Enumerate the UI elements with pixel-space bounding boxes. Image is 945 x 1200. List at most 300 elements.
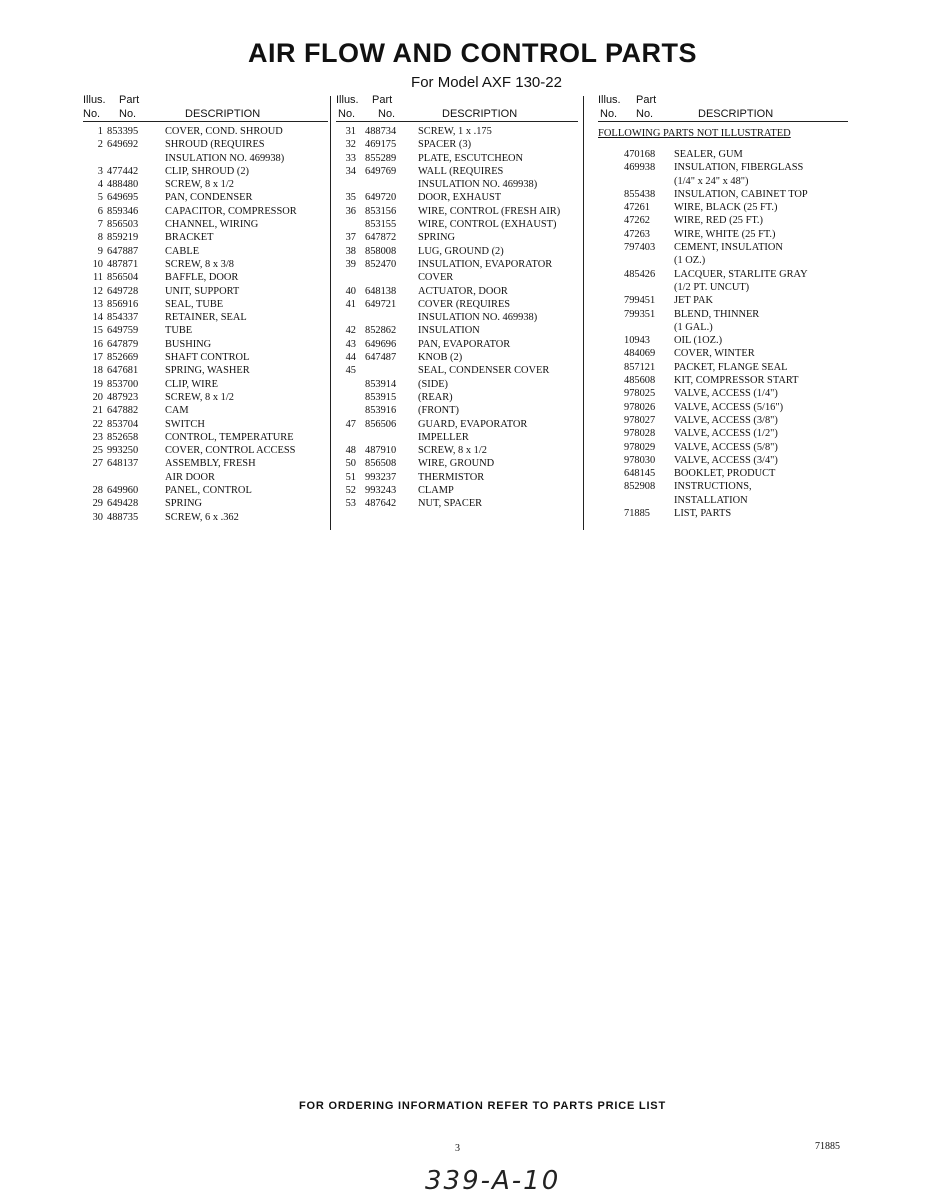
parts-row (336, 497, 578, 510)
illus-number: 41 (345, 298, 356, 310)
illus-number: 4 (97, 179, 103, 191)
parts-row (598, 467, 848, 480)
part-description: PAN, CONDENSER (165, 192, 253, 204)
column-header-bottom (83, 107, 328, 122)
illus-number: 53 (345, 498, 356, 510)
part-number: 649721 (365, 298, 397, 310)
parts-row (336, 324, 578, 337)
part-number: 856503 (107, 219, 139, 231)
part-number: 993237 (365, 471, 397, 483)
parts-row (598, 321, 848, 334)
part-description: (1 GAL.) (674, 321, 713, 333)
part-number: 853155 (365, 219, 397, 231)
column-header-bottom (598, 107, 848, 122)
part-number: 649759 (107, 325, 139, 337)
part-description: SCREW, 1 x .175 (418, 126, 492, 137)
column-header-top (598, 94, 848, 107)
part-number: 469175 (365, 139, 397, 151)
illus-number: 33 (345, 152, 356, 164)
parts-row (598, 334, 848, 347)
parts-row (598, 414, 848, 427)
part-description: LACQUER, STARLITE GRAY (674, 268, 808, 280)
parts-row (598, 214, 848, 227)
illus-number: 32 (345, 139, 356, 151)
part-number: 649692 (107, 139, 139, 151)
parts-row (598, 201, 848, 214)
parts-row (83, 138, 328, 151)
parts-row (336, 245, 578, 258)
parts-row (598, 494, 848, 507)
parts-row (83, 324, 328, 337)
part-number: 853915 (365, 391, 397, 403)
parts-row (336, 191, 578, 204)
part-description: INSULATION NO. 469938) (165, 152, 285, 164)
part-description: ASSEMBLY, FRESH (165, 458, 256, 470)
parts-row (83, 271, 328, 284)
part-description: WIRE, CONTROL (EXHAUST) (418, 219, 557, 231)
parts-row (598, 241, 848, 254)
illus-number: 25 (92, 445, 103, 457)
illus-number: 6 (97, 205, 103, 217)
parts-row (83, 391, 328, 404)
part-description: CAPACITOR, COMPRESSOR (165, 205, 297, 217)
parts-row (83, 471, 328, 484)
parts-row (598, 281, 848, 294)
illus-number: 22 (92, 418, 103, 430)
part-number: 647882 (107, 405, 139, 417)
part-description: WIRE, WHITE (25 FT.) (674, 228, 776, 240)
illus-number: 18 (92, 365, 103, 377)
parts-row (598, 161, 848, 174)
part-number: 485608 (624, 375, 656, 387)
part-number: 852908 (624, 481, 656, 493)
parts-row (83, 298, 328, 311)
illus-number: 21 (92, 405, 103, 417)
illus-number: 44 (345, 352, 356, 364)
part-description: VALVE, ACCESS (5/8") (674, 441, 778, 453)
illus-number: 31 (345, 126, 356, 137)
parts-row (598, 427, 848, 440)
part-description: INSTRUCTIONS, (674, 481, 752, 493)
parts-row (598, 387, 848, 400)
part-number: 647879 (107, 338, 139, 350)
part-description: SHAFT CONTROL (165, 352, 250, 364)
parts-row (336, 364, 578, 377)
part-number: 487910 (365, 445, 397, 457)
part-number: 47263 (624, 228, 650, 240)
parts-row (336, 205, 578, 218)
part-description: CEMENT, INSULATION (674, 242, 783, 254)
part-number: 978027 (624, 414, 656, 426)
parts-row (83, 418, 328, 431)
part-description: JET PAK (674, 295, 713, 307)
part-number: 485426 (624, 268, 656, 280)
part-description: VALVE, ACCESS (1/4") (674, 388, 778, 400)
part-header: Part (119, 94, 140, 106)
column-divider (330, 96, 331, 530)
parts-column-1 (83, 94, 328, 524)
illus-number: 30 (92, 511, 103, 523)
parts-row (83, 218, 328, 231)
part-description: UNIT, SUPPORT (165, 285, 240, 297)
page-title: AIR FLOW AND CONTROL PARTS (248, 38, 697, 68)
part-number: 487642 (365, 498, 397, 510)
parts-row (598, 188, 848, 201)
illus-number: 23 (92, 431, 103, 443)
part-number: 852669 (107, 352, 139, 364)
part-description: SWITCH (165, 418, 205, 430)
illus-number: 51 (345, 471, 356, 483)
part-number: 488734 (365, 126, 397, 137)
part-description: COVER (REQUIRES (418, 298, 511, 310)
part-description: CLAMP (418, 485, 454, 497)
illus-number: 42 (345, 325, 356, 337)
illus-number: 38 (345, 245, 356, 257)
illus-number: 35 (345, 192, 356, 204)
parts-row (83, 338, 328, 351)
part-description: OIL (1OZ.) (674, 335, 723, 347)
illus-number: 52 (345, 485, 356, 497)
illus-number: 1 (97, 126, 103, 137)
part-description: ACTUATOR, DOOR (418, 285, 508, 297)
part-number: 647872 (365, 232, 397, 244)
parts-row (336, 471, 578, 484)
illus-number: 29 (92, 498, 103, 510)
part-number: 797403 (624, 242, 656, 254)
description-header: DESCRIPTION (185, 108, 261, 120)
illus-number: 14 (92, 312, 103, 324)
illus-number: 28 (92, 485, 103, 497)
part-number: 647681 (107, 365, 139, 377)
part-description: DOOR, EXHAUST (418, 192, 502, 204)
part-description: (REAR) (418, 391, 453, 403)
part-number: 488735 (107, 511, 139, 523)
part-number: 649960 (107, 485, 139, 497)
illus-number: 45 (345, 365, 356, 377)
part-description: SCREW, 8 x 1/2 (165, 179, 234, 191)
part-description: CLIP, SHROUD (2) (165, 165, 249, 177)
illus-number: 9 (97, 245, 103, 257)
parts-row (336, 218, 578, 231)
parts-row (83, 351, 328, 364)
part-number: 647487 (365, 352, 397, 364)
parts-row (336, 231, 578, 244)
part-description: CONTROL, TEMPERATURE (165, 431, 294, 443)
illus-number: 34 (345, 165, 356, 177)
parts-column-3 (598, 94, 848, 520)
illus-number: 15 (92, 325, 103, 337)
parts-row (598, 374, 848, 387)
part-description: VALVE, ACCESS (3/4") (674, 454, 778, 466)
description-header: DESCRIPTION (698, 108, 774, 120)
part-description: LUG, GROUND (2) (418, 245, 504, 257)
document-number: 71885 (815, 1141, 840, 1152)
part-number: 488480 (107, 179, 139, 191)
part-number: 799451 (624, 295, 656, 307)
part-number: 649696 (365, 338, 397, 350)
part-description: SEALER, GUM (674, 149, 743, 160)
part-description: (FRONT) (418, 405, 459, 417)
part-number: 859346 (107, 205, 139, 217)
illus-number: 11 (92, 272, 103, 284)
illus-number: 36 (345, 205, 356, 217)
part-number: 978026 (624, 401, 656, 413)
part-number: 857121 (624, 361, 656, 373)
parts-row (598, 308, 848, 321)
part-number: 484069 (624, 348, 656, 360)
parts-row (83, 378, 328, 391)
illus-number: 8 (97, 232, 103, 244)
part-number: 799351 (624, 308, 656, 320)
parts-row (336, 258, 578, 271)
parts-row (598, 268, 848, 281)
part-description: VALVE, ACCESS (3/8") (674, 414, 778, 426)
part-number: 10943 (624, 335, 650, 347)
part-number: 477442 (107, 165, 139, 177)
no-header: No. (600, 108, 618, 120)
parts-row (83, 165, 328, 178)
illus-number: 39 (345, 258, 356, 270)
parts-list (598, 148, 848, 520)
part-number: 853914 (365, 378, 397, 390)
part-number: 647887 (107, 245, 139, 257)
parts-row (598, 361, 848, 374)
parts-list (336, 125, 578, 511)
parts-row (83, 231, 328, 244)
parts-row (83, 152, 328, 165)
part-description: (1 OZ.) (674, 255, 706, 267)
part-number: 855289 (365, 152, 397, 164)
no-header: No. (83, 108, 101, 120)
part-description: COVER (418, 272, 454, 284)
part-number: 470168 (624, 149, 656, 160)
part-number: 648137 (107, 458, 139, 470)
part-description: INSULATION NO. 469938) (418, 179, 538, 191)
part-number: 47261 (624, 202, 650, 214)
part-description: IMPELLER (418, 431, 469, 443)
column-header-top (83, 94, 328, 107)
part-description: PLATE, ESCUTCHEON (418, 152, 524, 164)
part-description: AIR DOOR (165, 471, 215, 483)
part-description: SPACER (3) (418, 139, 472, 151)
part-description: VALVE, ACCESS (1/2") (674, 428, 778, 440)
parts-row (336, 311, 578, 324)
part-number: 858008 (365, 245, 397, 257)
part-description: LIST, PARTS (674, 508, 732, 520)
illus-number: 48 (345, 445, 356, 457)
part-number: 993250 (107, 445, 139, 457)
part-number: 853916 (365, 405, 397, 417)
part-description: SCREW, 8 x 3/8 (165, 258, 234, 270)
parts-row (598, 254, 848, 267)
part-number: 852470 (365, 258, 397, 270)
part-header: Part (372, 94, 393, 106)
part-number: 854337 (107, 312, 139, 324)
parts-row (598, 294, 848, 307)
part-description: BOOKLET, PRODUCT (674, 468, 776, 480)
part-description: NUT, SPACER (418, 498, 483, 510)
part-number: 47262 (624, 215, 650, 227)
part-description: BLEND, THINNER (674, 308, 760, 320)
parts-row (336, 152, 578, 165)
part-number: 469938 (624, 162, 656, 174)
parts-row (336, 178, 578, 191)
illus-number: 12 (92, 285, 103, 297)
parts-row (83, 178, 328, 191)
parts-row (336, 444, 578, 457)
parts-row (83, 484, 328, 497)
parts-row (83, 191, 328, 204)
parts-row (83, 511, 328, 524)
part-number: 993243 (365, 485, 397, 497)
part-number: 856508 (365, 458, 397, 470)
part-number: 649769 (365, 165, 397, 177)
part-number: 856504 (107, 272, 139, 284)
part-description: CABLE (165, 245, 200, 257)
parts-row (598, 480, 848, 493)
parts-row (598, 401, 848, 414)
illus-number: 37 (345, 232, 356, 244)
parts-list (83, 125, 328, 524)
part-description: SHROUD (REQUIRES (165, 139, 265, 151)
part-description: INSTALLATION (674, 494, 748, 506)
parts-row (336, 391, 578, 404)
illus-header: Illus. (598, 94, 621, 106)
illus-number: 20 (92, 391, 103, 403)
part-number: 852862 (365, 325, 397, 337)
illus-header: Illus. (83, 94, 106, 106)
parts-row (336, 298, 578, 311)
part-number: 853156 (365, 205, 397, 217)
part-number: 859219 (107, 232, 139, 244)
part-description: COVER, CONTROL ACCESS (165, 445, 296, 457)
illus-number: 17 (92, 352, 103, 364)
illus-number: 47 (345, 418, 356, 430)
part-number: 856506 (365, 418, 397, 430)
part-number: 649695 (107, 192, 139, 204)
part-description: BUSHING (165, 338, 212, 350)
part-description: SCREW, 8 x 1/2 (418, 445, 487, 457)
part-number: 856916 (107, 298, 139, 310)
parts-row (336, 418, 578, 431)
illus-number: 3 (97, 165, 103, 177)
parts-row (83, 285, 328, 298)
parts-row (336, 351, 578, 364)
part-number: 71885 (624, 508, 650, 520)
part-number: 648145 (624, 468, 656, 480)
parts-row (336, 378, 578, 391)
part-number: 978028 (624, 428, 656, 440)
part-description: TUBE (165, 325, 193, 337)
parts-row (598, 507, 848, 520)
illus-number: 10 (92, 258, 103, 270)
illus-number: 2 (97, 139, 103, 151)
part-number: 649728 (107, 285, 139, 297)
part-description: COVER, COND. SHROUD (165, 126, 283, 137)
part-description: CAM (165, 405, 189, 417)
part-number: 855438 (624, 188, 656, 200)
part-number: 487871 (107, 258, 139, 270)
part-description: VALVE, ACCESS (5/16") (674, 401, 784, 413)
part-description: COVER, WINTER (674, 348, 755, 360)
part-description: INSULATION, EVAPORATOR (418, 258, 553, 270)
part-description: SPRING, WASHER (165, 365, 250, 377)
parts-row (336, 338, 578, 351)
parts-row (598, 175, 848, 188)
part-description: SPRING (418, 232, 455, 244)
model-subtitle: For Model AXF 130-22 (411, 74, 562, 91)
part-number: 978030 (624, 454, 656, 466)
part-description: SCREW, 8 x 1/2 (165, 391, 234, 403)
part-description: KNOB (2) (418, 352, 463, 364)
parts-row (83, 497, 328, 510)
parts-row (83, 431, 328, 444)
parts-row (336, 285, 578, 298)
part-description: SEAL, TUBE (165, 298, 224, 310)
part-description: WIRE, GROUND (418, 458, 495, 470)
illus-number: 50 (345, 458, 356, 470)
illus-number: 16 (92, 338, 103, 350)
part-description: WIRE, CONTROL (FRESH AIR) (418, 205, 561, 217)
part-description: INSULATION, CABINET TOP (674, 188, 808, 200)
illus-number: 43 (345, 338, 356, 350)
part-header: Part (636, 94, 657, 106)
part-description: WALL (REQUIRES (418, 165, 504, 177)
illus-number: 19 (92, 378, 103, 390)
parts-row (598, 148, 848, 161)
part-number: 853700 (107, 378, 139, 390)
part-description: CHANNEL, WIRING (165, 219, 259, 231)
part-description: (1/4" x 24" x 48") (674, 175, 749, 187)
part-description: RETAINER, SEAL (165, 312, 247, 324)
illus-number: 5 (97, 192, 103, 204)
part-number: 978029 (624, 441, 656, 453)
parts-column-2 (336, 94, 578, 511)
parts-row (336, 165, 578, 178)
part-description: BRACKET (165, 232, 214, 244)
parts-row (598, 347, 848, 360)
column-divider (583, 96, 584, 530)
part-number: 853395 (107, 126, 139, 137)
illus-number: 40 (345, 285, 356, 297)
column-header-top (336, 94, 578, 107)
not-illustrated-banner: FOLLOWING PARTS NOT ILLUSTRATED (598, 128, 791, 139)
part-description: INSULATION (418, 325, 480, 337)
part-description: CLIP, WIRE (165, 378, 218, 390)
parts-row (598, 228, 848, 241)
part-description: SPRING (165, 498, 202, 510)
part-description: KIT, COMPRESSOR START (674, 375, 799, 387)
part-number: 487923 (107, 391, 139, 403)
part-description: INSULATION, FIBERGLASS (674, 162, 804, 174)
parts-row (598, 441, 848, 454)
ordering-footer: FOR ORDERING INFORMATION REFER TO PARTS PRICE LIST (299, 1100, 666, 1112)
part-no-header: No. (378, 108, 396, 120)
part-description: WIRE, RED (25 FT.) (674, 215, 763, 227)
part-description: SCREW, 6 x .362 (165, 511, 239, 523)
parts-row (83, 404, 328, 417)
parts-row (83, 125, 328, 138)
part-description: SEAL, CONDENSER COVER (418, 365, 550, 377)
part-description: THERMISTOR (418, 471, 485, 483)
part-no-header: No. (636, 108, 654, 120)
illus-number: 27 (92, 458, 103, 470)
part-number: 852658 (107, 431, 139, 443)
parts-row (83, 457, 328, 470)
parts-row (83, 364, 328, 377)
part-description: INSULATION NO. 469938) (418, 312, 538, 324)
part-number: 648138 (365, 285, 397, 297)
